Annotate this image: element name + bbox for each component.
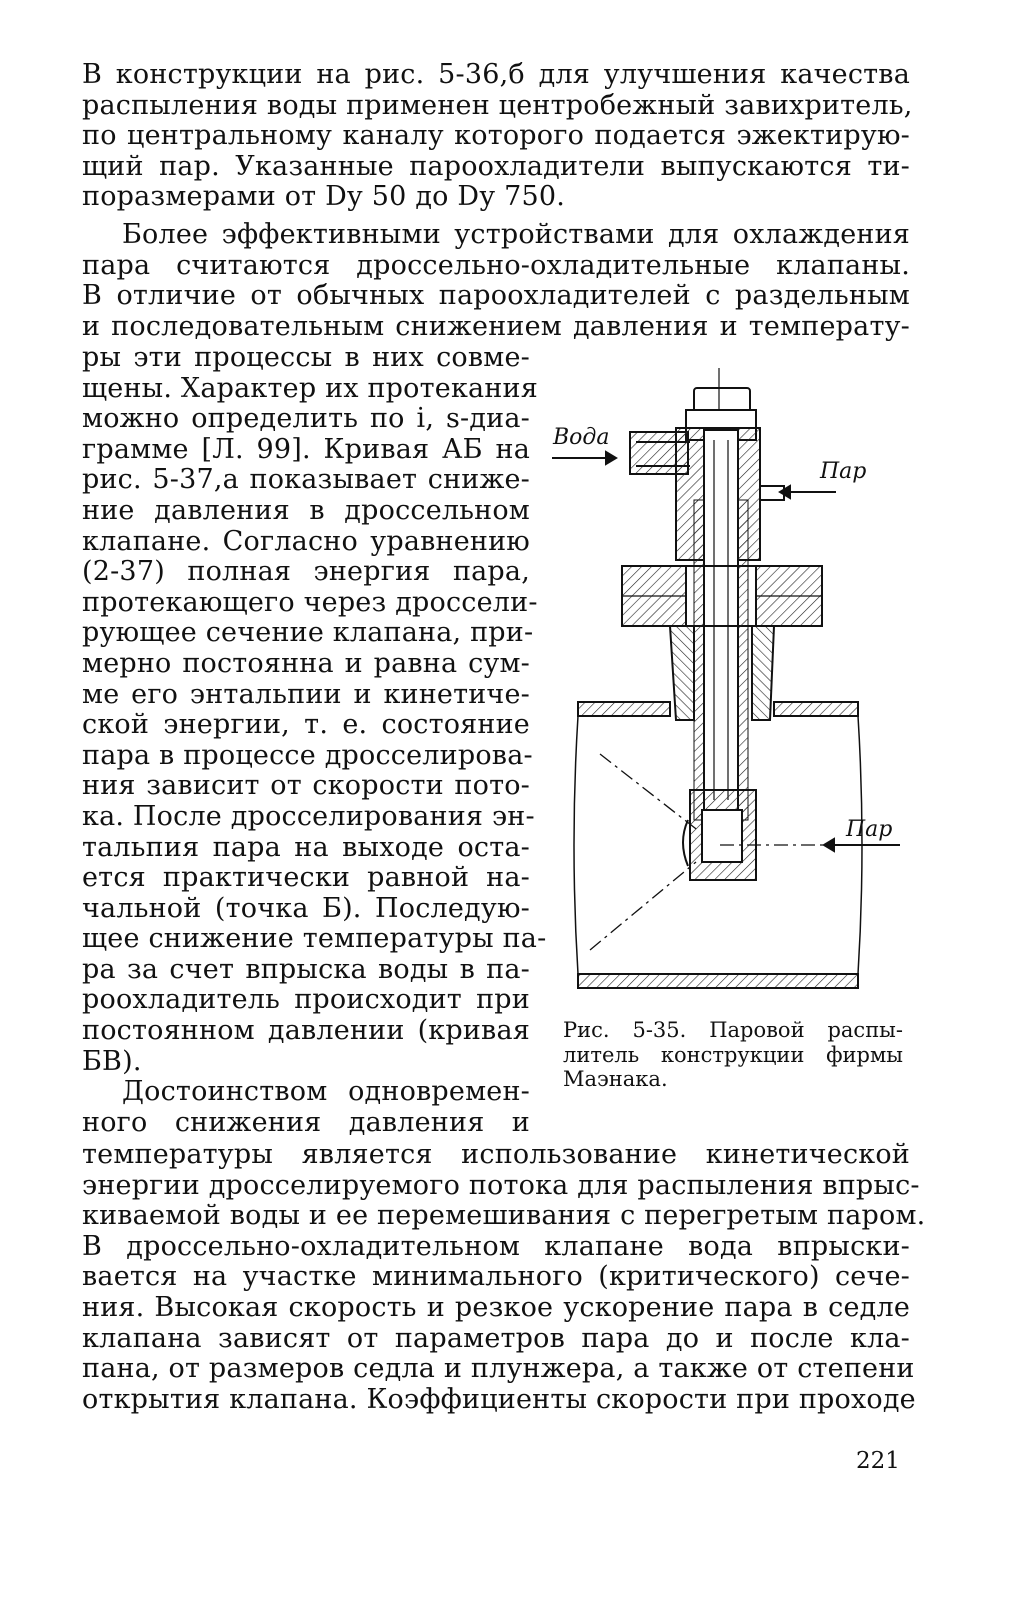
text-line: и последовательным снижением давления и температу- [82,310,910,342]
text-line: протекающего через дроссели- [82,586,538,618]
label-steam-bottom: Пар [846,817,893,842]
figure-caption [563,1018,903,1092]
text-line: постоянном давлении (кривая [82,1015,530,1047]
text-line: грамме [Л. 99]. Кривая АБ на [82,433,530,465]
text-line: БВ). [82,1045,142,1077]
text-line: клапане. Согласно уравнению [82,525,530,557]
text-line: чальной (точка Б). Последую- [82,892,530,924]
label-steam-top: Пар [820,459,867,484]
text-line: В конструкции на рис. 5-36,б для улучшения качества [82,59,910,90]
text-line: щий пар. Указанные пароохладители выпускаются ти- [82,150,910,182]
text-line: клапана зависят от параметров пара до и после кла- [82,1322,910,1354]
text-line: температуры является использование кинетической [82,1139,910,1170]
main-pipe-top-wall [578,702,670,716]
text-line: пара в процессе дросселирова- [82,739,533,771]
steam-atomizer-drawing [545,362,915,1002]
text-line: ния. Высокая скорость и резкое ускорение пара в седле [82,1291,910,1323]
caption-line: Маэнака. [563,1067,668,1091]
text-line: роохладитель происходит при [82,984,530,1016]
caption-line: Рис. 5-35. Паровой распы- [563,1018,903,1042]
text-line: В отличие от обычных пароохладителей с раздельным [82,280,910,312]
text-line: распыления воды применен центробежный завихритель, [82,89,913,121]
text-line: ской энергии, т. е. состояние [82,709,530,741]
cap-nut [694,388,750,412]
text-line: ния зависит от скорости пото- [82,770,530,802]
page-number: 221 [856,1448,900,1474]
text-line: ка. После дросселирования эн- [82,800,535,832]
text-line: Достоинством одновремен- [122,1076,530,1108]
text-line: пара считаются дроссельно-охладительные клапаны. [82,249,910,281]
text-line: по центральному каналу которого подается эжектирую- [82,120,910,152]
text-line: ра за счет впрыска воды в па- [82,953,530,985]
text-line: ры эти процессы в них совме- [82,342,530,373]
paragraph-2-full [82,220,910,342]
paragraph-3-full [82,1139,926,1415]
paragraph-1 [82,59,913,213]
text-line: мерно постоянна и равна сум- [82,647,530,679]
caption-line: литель конструкции фирмы [563,1042,903,1067]
text-line: ме его энтальпии и кинетиче- [82,678,530,710]
text-line: рующее сечение клапана, при- [82,617,534,649]
text-line: рис. 5-37,а показывает сниже- [82,464,530,496]
text-line: ного снижения давления и [82,1106,530,1138]
text-line: щее снижение температуры па- [82,923,547,955]
text-line: пана, от размеров седла и плунжера, а также от степени [82,1353,915,1385]
text-line: можно определить по i, s-диа- [82,403,530,435]
text-line: открытия клапана. Коэффициенты скорости при проходе [82,1383,916,1415]
text-line: (2-37) полная энергия пара, [82,556,530,588]
text-line: Более эффективными устройствами для охлаждения [122,219,910,250]
text-line: вается на участке минимального (критического) сече- [82,1261,910,1293]
text-line: тальпия пара на выходе оста- [82,831,530,863]
text-line: ется практически равной на- [82,862,530,894]
text-line: киваемой воды и ее перемешивания с перегретым паром. [82,1200,926,1232]
text-line: ние давления в дроссельном [82,494,530,526]
text-line: щены. Характер их протекания [82,372,538,404]
paragraph-2-wrapped [82,342,547,1138]
text-line: энергии дросселируемого потока для распыления впрыс- [82,1169,920,1201]
text-line: поразмерами от Dу 50 до Dу 750. [82,181,566,213]
label-water: Вода [553,425,610,450]
text-line: В дроссельно-охладительном клапане вода впрыски- [82,1230,910,1262]
main-pipe-bottom-wall [578,974,858,988]
